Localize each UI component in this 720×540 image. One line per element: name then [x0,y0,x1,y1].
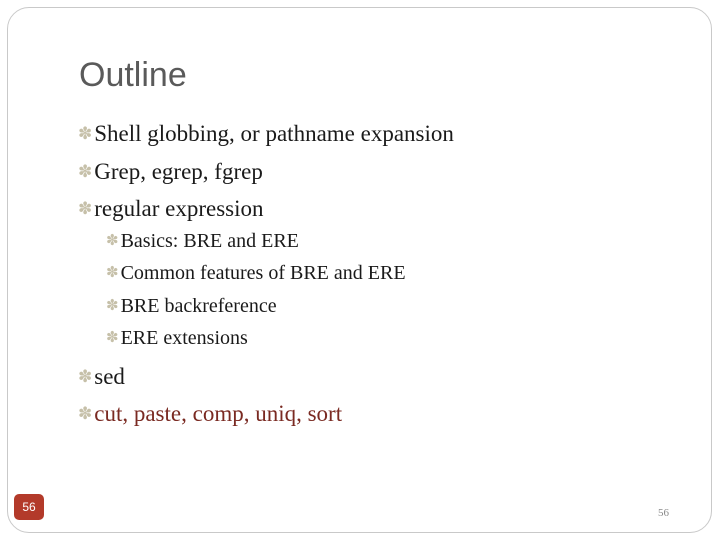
bullet-item [78,122,454,145]
bullet-text: Common features of BRE and ERE [120,262,406,284]
bullet-text: Basics: BRE and ERE [120,230,299,252]
bullet-marker-icon: ✽ [106,297,119,314]
sub-bullet-item [106,296,277,316]
sub-bullet-item [106,263,406,283]
bullet-text: BRE backreference [120,295,277,317]
bullet-marker-icon: ✽ [78,124,93,143]
bullet-item [78,160,263,183]
slide-number-badge: 56 [14,494,44,520]
bullet-marker-icon: ✽ [106,232,119,249]
bullet-marker-icon: ✽ [78,404,93,423]
bullet-text: regular expression [94,196,264,221]
page-number: 56 [658,507,669,519]
slide-title: Outline [79,56,187,94]
sub-bullet-item [106,231,299,251]
bullet-item [78,402,342,425]
bullet-item [78,197,264,220]
bullet-marker-icon: ✽ [78,199,93,218]
sub-bullet-item [106,328,248,348]
bullet-marker-icon: ✽ [106,264,119,281]
bullet-marker-icon: ✽ [78,162,93,181]
bullet-item [78,365,125,388]
bullet-marker-icon: ✽ [106,329,119,346]
bullet-text: cut, paste, comp, uniq, sort [94,401,343,426]
bullet-marker-icon: ✽ [78,367,93,386]
bullet-text: sed [94,364,125,389]
bullet-text: Shell globbing, or pathname expansion [94,121,454,146]
bullet-text: Grep, egrep, fgrep [94,159,263,184]
bullet-text: ERE extensions [120,327,248,349]
